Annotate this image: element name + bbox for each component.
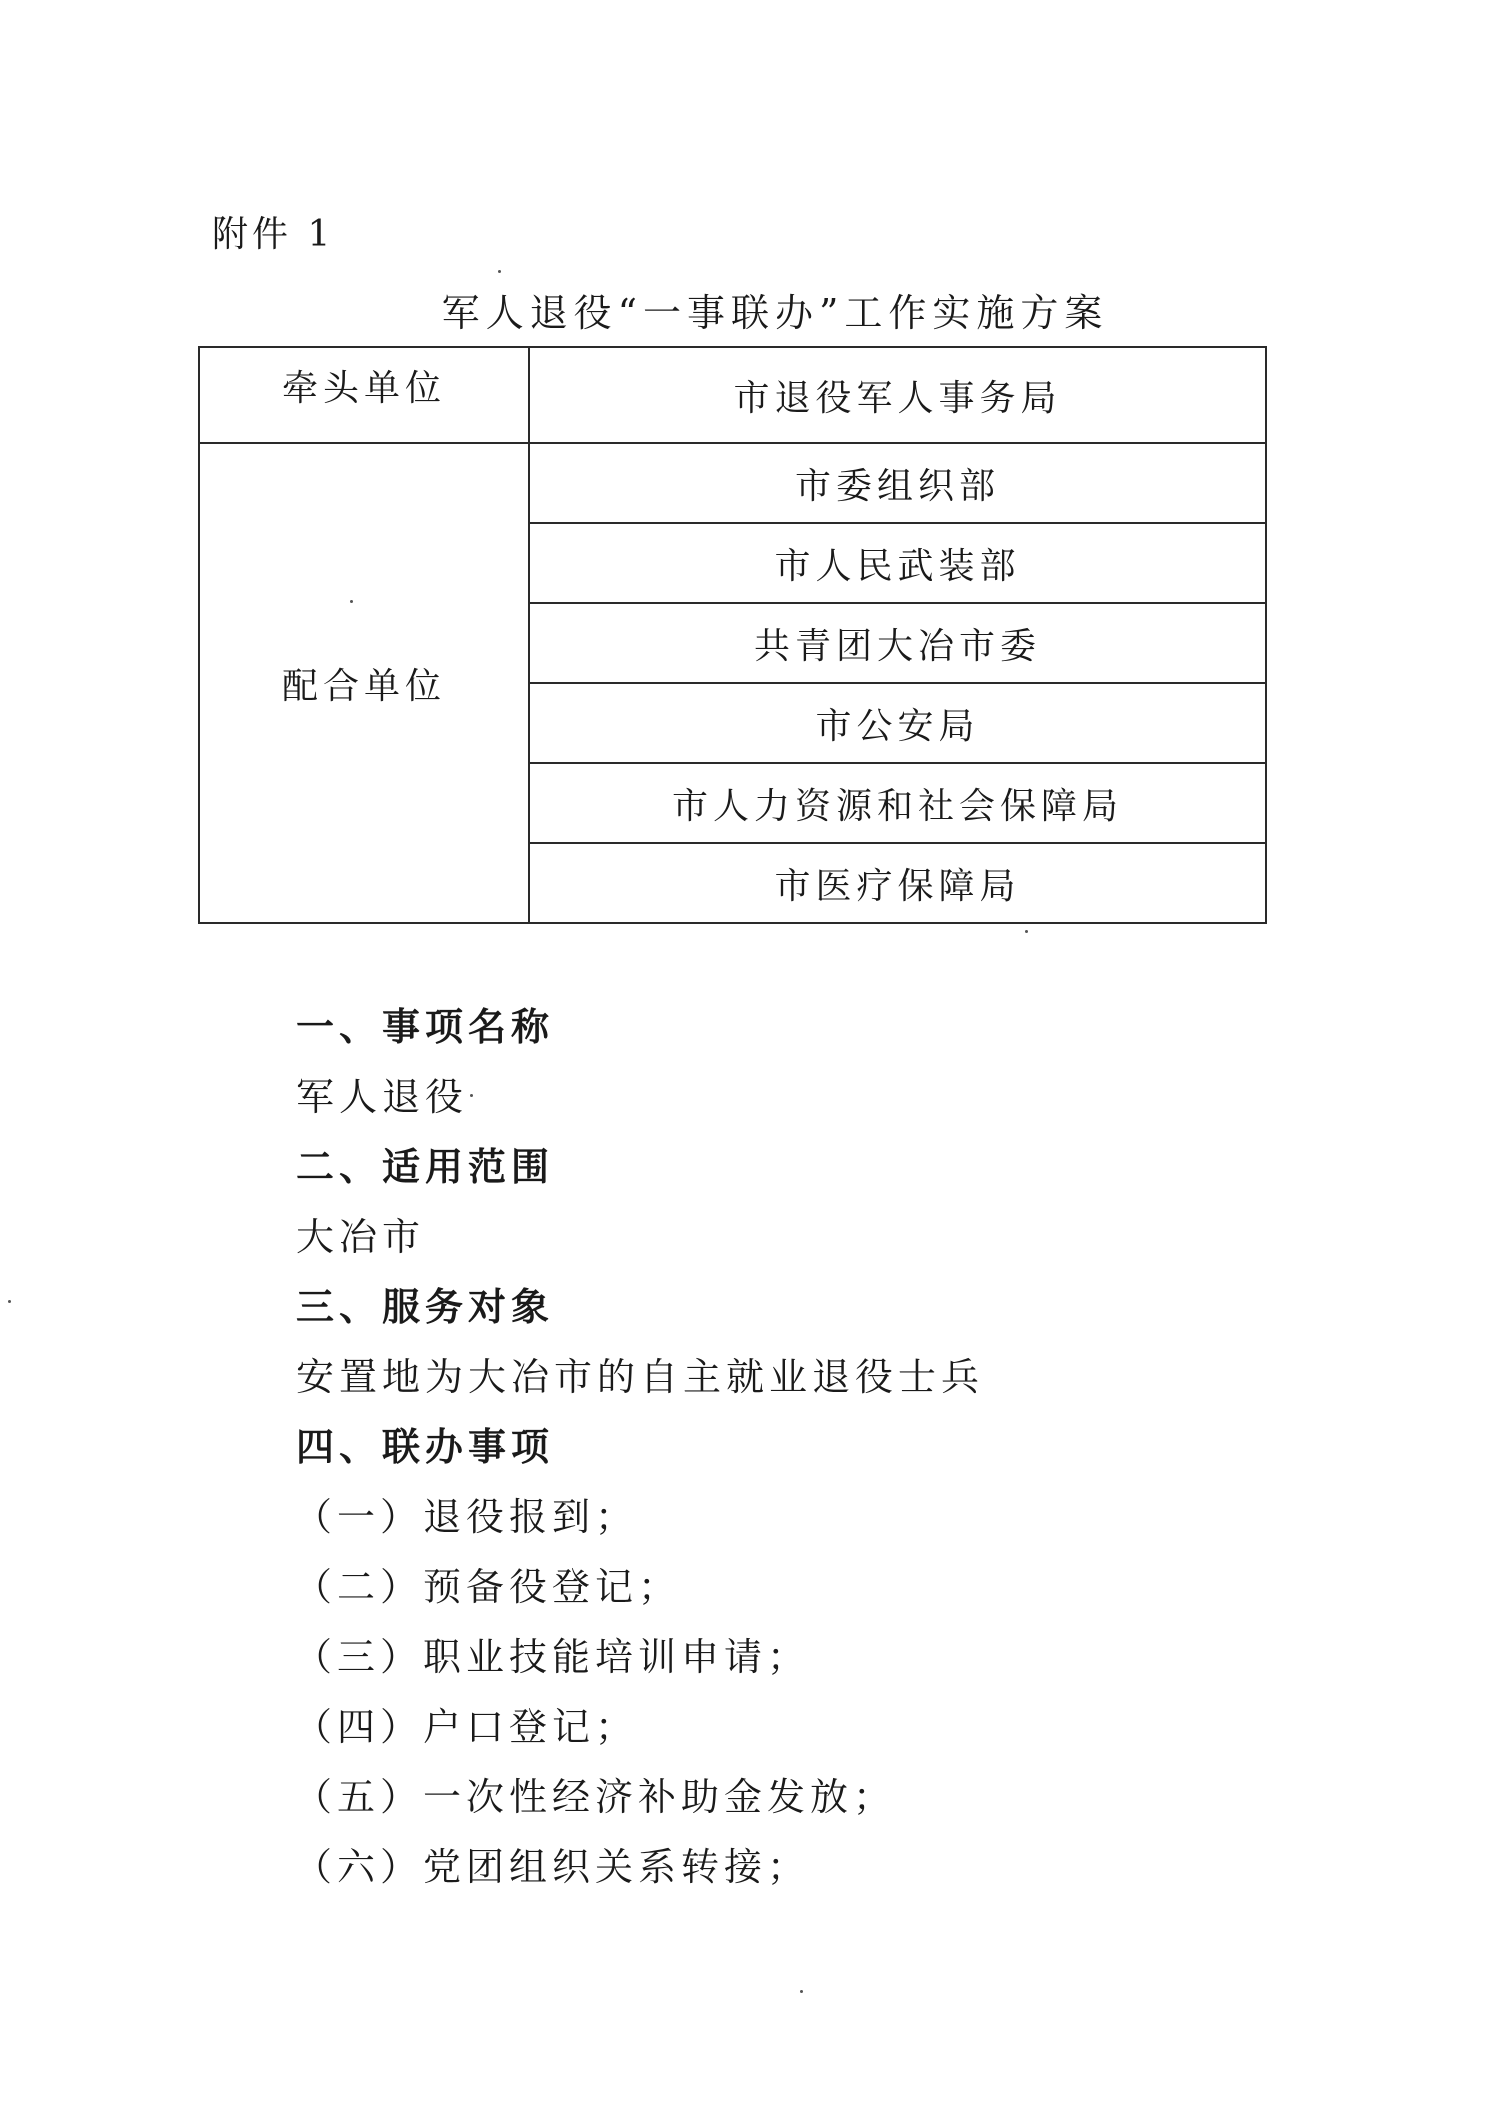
section-1-body: 军人退役 [296,1075,469,1119]
list-item: （一）退役报到； [294,1495,639,1539]
lead-unit-label: 牵头单位 [281,367,446,409]
section-1-heading: 一、事项名称 [296,1004,555,1049]
scan-speck [470,1094,473,1097]
attachment-label: 附件 1 [212,214,335,255]
lead-unit-cell: 市退役军人事务局 [529,347,1266,443]
section-2-heading: 二、适用范围 [296,1144,555,1189]
coop-unit-row [199,443,1266,523]
section-3-body: 安置地为大冶市的自主就业退役士兵 [296,1355,985,1399]
lead-unit-row [199,347,1266,443]
coop-unit-cell: 市医疗保障局 [529,843,1266,923]
scan-speck [800,1990,803,1993]
list-item: （四）户口登记； [294,1705,639,1749]
coop-unit-cell: 共青团大冶市委 [529,603,1266,683]
document-title: 军人退役“一事联办”工作实施方案 [441,291,1109,335]
section-3-heading: 三、服务对象 [296,1284,555,1329]
scan-speck [350,600,353,603]
coop-unit-cell: 市人民武装部 [529,523,1266,603]
list-item: （三）职业技能培训申请； [294,1635,811,1679]
list-item: （二）预备役登记； [294,1565,682,1609]
scan-speck [1025,930,1028,933]
section-4-heading: 四、联办事项 [296,1424,555,1469]
scan-speck [498,270,501,273]
coop-unit-cell: 市人力资源和社会保障局 [529,763,1266,843]
scan-speck [8,1300,11,1303]
list-item: （五）一次性经济补助金发放； [294,1775,897,1819]
responsible-units-table [198,346,1267,924]
coop-unit-cell: 市委组织部 [529,443,1266,523]
list-item: （六）党团组织关系转接； [294,1845,811,1889]
lead-unit-label-cell [199,347,529,443]
coop-unit-label-cell: 配合单位 [199,443,529,923]
coop-unit-cell: 市公安局 [529,683,1266,763]
section-2-body: 大冶市 [296,1215,426,1259]
